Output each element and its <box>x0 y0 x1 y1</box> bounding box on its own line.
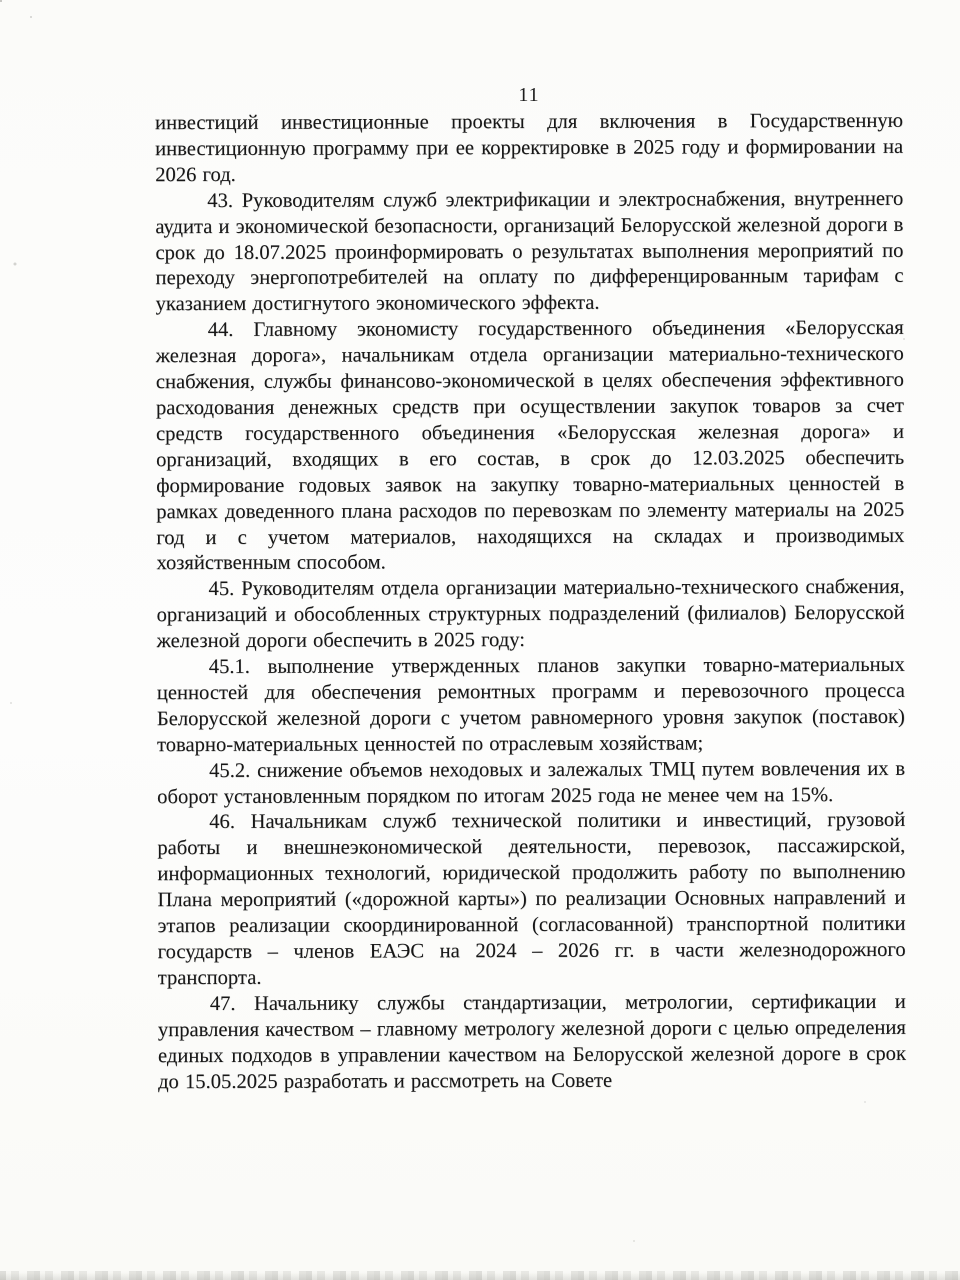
paragraph-item-43: 43. Руководителям служб электрификации и электроснабжения, внутреннего аудита и экономической безопасности, организаций Белорусской железной дороги в срок до 18.07.2025 проинформировать о результатах выполнения мероприятий по переходу энергопотребителей на оплату по дифференцированным тарифам с указанием достигнутого экономического эффекта. <box>155 187 904 316</box>
document-body <box>155 109 906 1096</box>
paragraph-item-44: 44. Главному экономисту государственного объединения «Белорусская железная дорога», начальникам отдела организации материально-технического снабжения, службы финансово-экономической в целях обеспечения эффективного расходования денежных средств при осуществлении закупок товаров за счет средств государственного объединения «Белорусская железная дорога» и организаций, входящих в его состав, в срок до 12.03.2025 обеспечить формирование годовых заявок на закупку товарно-материальных ценностей в рамках доведенного плана расходов по перевозкам по элементу материалы на 2025 год и с учетом материалов, находящихся на складах и производимых хозяйственным способом. <box>155 317 905 575</box>
page-number: 11 <box>518 84 540 106</box>
paragraph-item-46: 46. Начальникам служб технической политики и инвестиций, грузовой работы и внешнеэкономической деятельности, перевозок, пассажирской, информационных технологий, юридической продолжить работу по выполнению Плана мероприятий («дорожной карты») по реализации Основных направлений и этапов реализации скоординированной (согласованной) транспортной политики государств – членов ЕАЭС на 2024 – 2026 гг. в части железнодорожного транспорта. <box>157 809 906 990</box>
paragraph-item-45: 45. Руководителям отдела организации материально-технического снабжения, организаций и обособленных структурных подразделений (филиалов) Белорусской железной дороги обеспечить в 2025 году: <box>156 576 905 653</box>
paragraph-item-45-2: 45.2. снижение объемов неходовых и залежалых ТМЦ путем вовлечения их в оборот установленным порядком по итогам 2025 года не менее чем на 15%. <box>157 757 906 808</box>
scan-edge-shadow <box>0 1271 960 1280</box>
paragraph-item-45-1: 45.1. выполнение утвержденных планов закупки товарно-материальных ценностей для обеспечения ремонтных программ и перевозочного процесса Белорусской железной дороги с учетом равномерного уровня закупок (поставок) товарно-материальных ценностей по отраслевым хозяйствам; <box>156 653 905 756</box>
paragraph-continuation: инвестиций инвестиционные проекты для включения в Государственную инвестиционную программу при ее корректировке в 2025 году и формировании на 2026 год. <box>155 109 904 186</box>
paragraph-item-47: 47. Начальнику службы стандартизации, метрологии, сертификации и управления качеством – главному метрологу железной дороги с целью определения единых подходов в управлении качеством на Белорусской железной дороге в срок до 15.05.2025 разработать и рассмотреть на Совете <box>157 990 907 1093</box>
